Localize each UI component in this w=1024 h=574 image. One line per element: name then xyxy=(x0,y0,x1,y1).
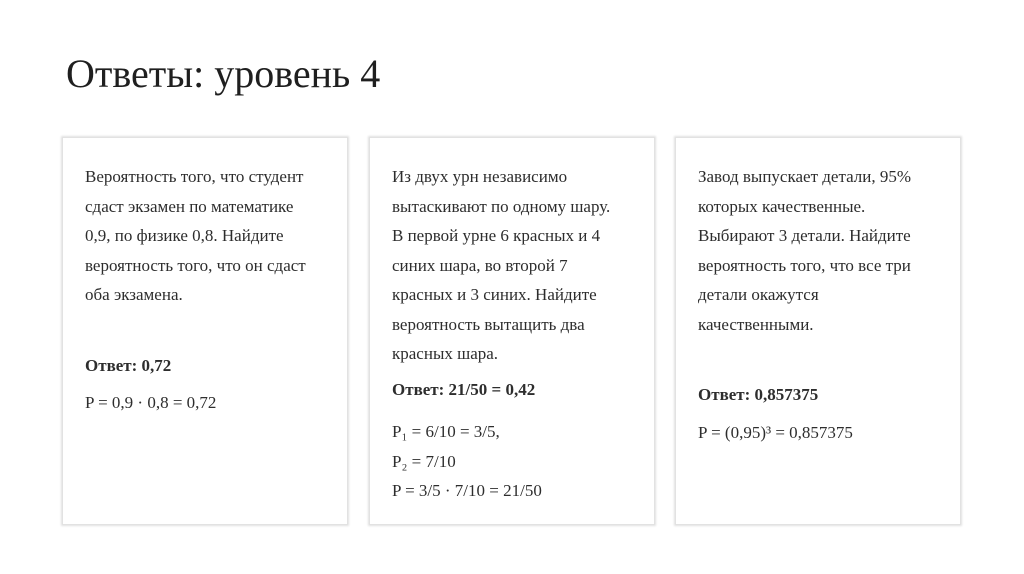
solution-line: P₂ = 7/10 xyxy=(392,451,456,471)
problem-line: Из двух урн независимо xyxy=(392,167,568,186)
problem-line: 0,9, по физике 0,8. Найдите xyxy=(85,226,284,245)
answer-text: Ответ: 0,72 xyxy=(85,355,172,375)
solution-text xyxy=(85,388,327,418)
problem-line: вытаскивают по одному шару. xyxy=(392,196,611,216)
problem-line: красных и 3 синих. Найдите xyxy=(392,285,597,304)
solution-line: P₁ = 6/10 = 3/5, xyxy=(392,422,500,441)
problem-text xyxy=(85,162,327,310)
problem-line: вероятность вытащить два xyxy=(392,314,585,334)
problem-line: детали окажутся xyxy=(698,285,819,304)
problem-text xyxy=(392,162,634,369)
solution-line: P = 0,9 · 0,8 = 0,72 xyxy=(85,393,217,412)
answer-text: Ответ: 21/50 = 0,42 xyxy=(392,379,536,399)
problem-line: В первой урне 6 красных и 4 xyxy=(392,226,601,245)
problem-text xyxy=(698,162,940,339)
problem-line: красных шара. xyxy=(392,344,499,363)
solution-text xyxy=(698,418,940,448)
problem-line: Выбирают 3 детали. Найдите xyxy=(698,226,911,245)
problem-line: Вероятность того, что студент xyxy=(85,167,304,186)
problem-line: качественными. xyxy=(698,314,814,334)
problem-line: оба экзамена. xyxy=(85,285,183,304)
answer-card-3 xyxy=(675,137,961,525)
problem-line: Завод выпускает детали, 95% xyxy=(698,167,912,186)
solution-line: P = (0,95)³ = 0,857375 xyxy=(698,422,853,442)
problem-line: вероятность того, что он сдаст xyxy=(85,255,306,275)
answer-text: Ответ: 0,857375 xyxy=(698,385,819,404)
problem-line: синих шара, во второй 7 xyxy=(392,255,568,275)
answer-card-1 xyxy=(62,137,348,525)
solution-text xyxy=(392,417,634,506)
problem-line: вероятность того, что все три xyxy=(698,255,911,275)
slide-title: Ответы: уровень 4 xyxy=(66,51,381,96)
answer-card-2 xyxy=(369,137,655,525)
problem-line: сдаст экзамен по математике xyxy=(85,196,294,216)
solution-line: P = 3/5 · 7/10 = 21/50 xyxy=(392,481,542,500)
problem-line: которых качественные. xyxy=(698,196,866,216)
